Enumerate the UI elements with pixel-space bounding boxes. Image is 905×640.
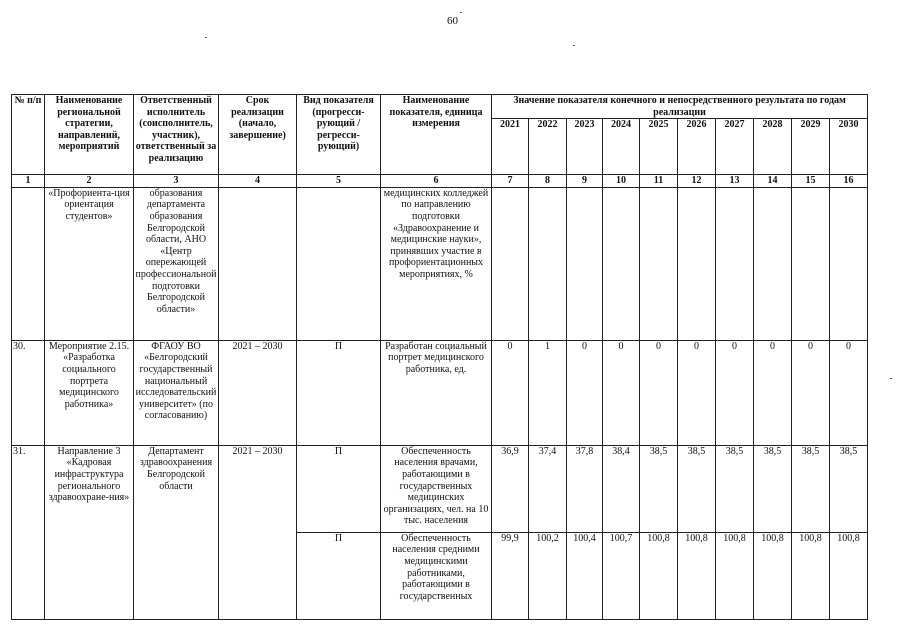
row-value	[492, 187, 529, 340]
header-year: 2021	[492, 119, 529, 175]
header-row	[12, 95, 868, 119]
row-indicator: Обеспеченность населения врачами, работающими в государственных медицинских организациях, чел. на 10 тыс. населения	[381, 445, 492, 532]
indicators-table	[11, 94, 868, 620]
row-value	[754, 187, 792, 340]
row-value: 0	[567, 340, 603, 445]
scan-speck	[460, 12, 462, 13]
row-value: 100,2	[529, 532, 567, 619]
header-year: 2024	[603, 119, 640, 175]
row-value	[640, 187, 678, 340]
row-value: 37,4	[529, 445, 567, 532]
row-indicator: Обеспеченность населения средними медицинскими работниками, работающими в государственных	[381, 532, 492, 619]
row-number	[12, 187, 45, 340]
header-executor: Ответственный исполнитель (соисполнитель, участник), ответственный за реализацию	[134, 95, 219, 175]
row-value: 100,8	[754, 532, 792, 619]
row-name: Направление 3 «Кадровая инфраструктура регионального здравоохране-ния»	[45, 445, 134, 619]
row-value: 0	[678, 340, 716, 445]
row-value: 100,4	[567, 532, 603, 619]
row-value: 36,9	[492, 445, 529, 532]
row-value	[830, 187, 868, 340]
row-indicator: медицинских колледжей по направлению подготовки «Здравоохранение и медицинские науки», принявших участие в профориентационных мероприятиях, %	[381, 187, 492, 340]
column-number: 1	[12, 175, 45, 188]
row-value	[792, 187, 830, 340]
row-value: 99,9	[492, 532, 529, 619]
row-value: 38,5	[640, 445, 678, 532]
row-value: 100,8	[678, 532, 716, 619]
table-row	[12, 187, 868, 340]
column-number: 5	[297, 175, 381, 188]
row-period	[219, 187, 297, 340]
column-number: 13	[716, 175, 754, 188]
row-value: 0	[640, 340, 678, 445]
row-value: 0	[792, 340, 830, 445]
row-kind: П	[297, 340, 381, 445]
row-value: 38,4	[603, 445, 640, 532]
row-value	[567, 187, 603, 340]
scan-speck	[205, 37, 207, 38]
row-value: 1	[529, 340, 567, 445]
header-year: 2026	[678, 119, 716, 175]
row-value: 38,5	[754, 445, 792, 532]
row-value: 0	[830, 340, 868, 445]
row-value: 100,7	[603, 532, 640, 619]
row-value: 38,5	[678, 445, 716, 532]
row-value: 0	[716, 340, 754, 445]
column-number: 12	[678, 175, 716, 188]
row-value: 38,5	[792, 445, 830, 532]
table-row	[12, 340, 868, 445]
header-year: 2027	[716, 119, 754, 175]
scan-speck	[573, 45, 575, 46]
row-name: Мероприятие 2.15. «Разработка социального портрета медицинского работника»	[45, 340, 134, 445]
row-kind	[297, 187, 381, 340]
header-year: 2025	[640, 119, 678, 175]
header-values-group: Значение показателя конечного и непосредственного результата по годам реализации	[492, 95, 868, 119]
column-number: 10	[603, 175, 640, 188]
header-kind: Вид показателя (прогресси-рующий / регресси-рующий)	[297, 95, 381, 175]
row-value: 100,8	[716, 532, 754, 619]
row-value: 100,8	[640, 532, 678, 619]
row-name: «Профориента-ция ориентация студентов»	[45, 187, 134, 340]
header-strategy: Наименование региональной стратегии, направлений, мероприятий	[45, 95, 134, 175]
row-value	[529, 187, 567, 340]
row-value: 0	[492, 340, 529, 445]
row-period: 2021 – 2030	[219, 340, 297, 445]
row-kind: П	[297, 532, 381, 619]
column-number: 7	[492, 175, 529, 188]
row-period: 2021 – 2030	[219, 445, 297, 619]
row-value	[716, 187, 754, 340]
row-value: 0	[754, 340, 792, 445]
column-number: 11	[640, 175, 678, 188]
header-year: 2029	[792, 119, 830, 175]
row-value: 38,5	[716, 445, 754, 532]
row-value: 38,5	[830, 445, 868, 532]
header-year: 2030	[830, 119, 868, 175]
row-executor: Департамент здравоохранения Белгородской области	[134, 445, 219, 619]
row-value	[603, 187, 640, 340]
row-number: 30.	[12, 340, 45, 445]
row-number: 31.	[12, 445, 45, 619]
row-executor: образования департамента образования Белгородской области, АНО «Центр опережающей профессиональной подготовки Белгородской области»	[134, 187, 219, 340]
column-number: 4	[219, 175, 297, 188]
row-indicator: Разработан социальный портрет медицинского работника, ед.	[381, 340, 492, 445]
header-period: Срок реализации (начало, завершение)	[219, 95, 297, 175]
column-number: 2	[45, 175, 134, 188]
column-number: 9	[567, 175, 603, 188]
row-executor: ФГАОУ ВО «Белгородский государственный национальный исследовательский университет» (по согласованию)	[134, 340, 219, 445]
header-indicator: Наименование показателя, единица измерения	[381, 95, 492, 175]
column-number: 3	[134, 175, 219, 188]
page-number: 60	[447, 15, 458, 27]
scan-speck	[890, 378, 892, 379]
row-value: 37,8	[567, 445, 603, 532]
header-num: № п/п	[12, 95, 45, 175]
column-numbers-row	[12, 175, 868, 188]
header-year: 2028	[754, 119, 792, 175]
column-number: 8	[529, 175, 567, 188]
row-value: 100,8	[830, 532, 868, 619]
row-value: 100,8	[792, 532, 830, 619]
table-row	[12, 445, 868, 532]
column-number: 14	[754, 175, 792, 188]
row-value	[678, 187, 716, 340]
header-year: 2023	[567, 119, 603, 175]
header-year: 2022	[529, 119, 567, 175]
column-number: 6	[381, 175, 492, 188]
row-value: 0	[603, 340, 640, 445]
column-number: 16	[830, 175, 868, 188]
column-number: 15	[792, 175, 830, 188]
row-kind: П	[297, 445, 381, 532]
